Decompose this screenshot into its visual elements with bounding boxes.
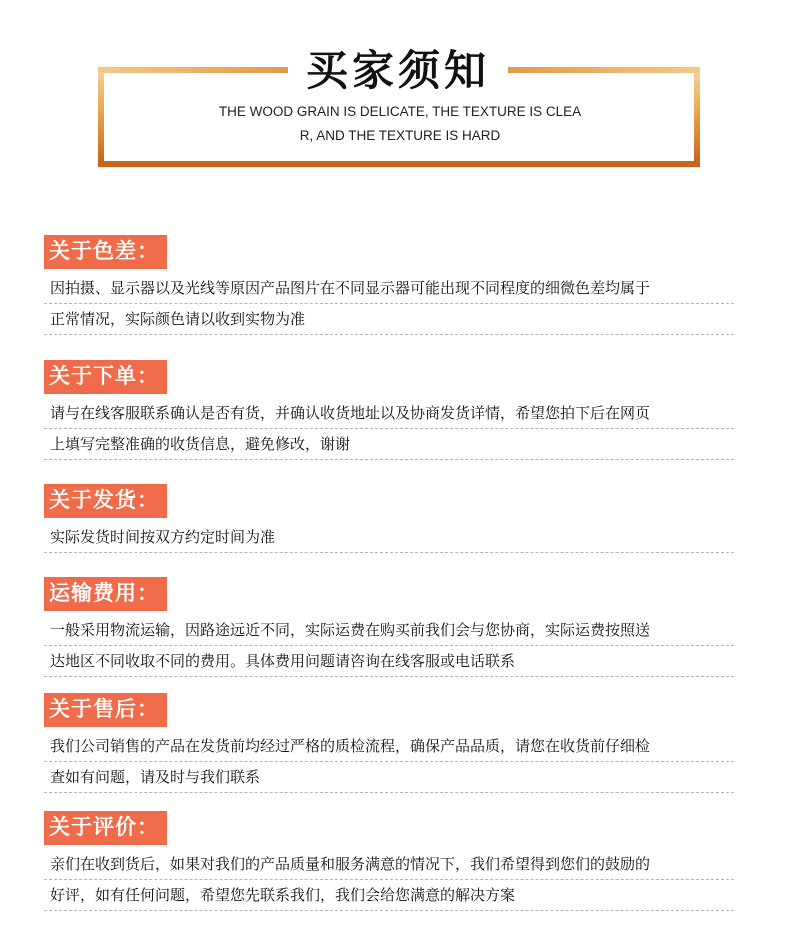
section-heading: 关于售后： (44, 693, 167, 727)
section-line: 亲们在收到货后，如果对我们的产品质量和服务满意的情况下，我们希望得到您们的鼓励的 (44, 851, 734, 880)
section-heading: 关于下单： (44, 360, 167, 394)
section-body (44, 275, 734, 335)
section-freight (44, 577, 734, 679)
section-shipping (44, 484, 734, 555)
section-heading: 运输费用： (44, 577, 167, 611)
section-body (44, 524, 734, 553)
section-line: 查如有问题，请及时与我们联系 (44, 764, 734, 793)
section-line: 因拍摄、显示器以及光线等原因产品图片在不同显示器可能出现不同程度的细微色差均属于 (44, 275, 734, 304)
section-body (44, 617, 734, 677)
subtitle-line-1: THE WOOD GRAIN IS DELICATE, THE TEXTURE IS CLEA (218, 104, 582, 119)
section-line: 我们公司销售的产品在发货前均经过严格的质检流程，确保产品品质，请您在收货前仔细检 (44, 733, 734, 762)
section-color-difference (44, 235, 734, 337)
section-line: 实际发货时间按双方约定时间为准 (44, 524, 734, 553)
section-heading: 关于发货： (44, 484, 167, 518)
section-reviews (44, 811, 734, 913)
section-body (44, 400, 734, 460)
section-body (44, 851, 734, 911)
section-heading: 关于色差： (44, 235, 167, 269)
section-line: 达地区不同收取不同的费用。具体费用问题请咨询在线客服或电话联系 (44, 648, 734, 677)
section-after-sales (44, 693, 734, 795)
section-line: 一般采用物流运输，因路途远近不同，实际运费在购买前我们会与您协商，实际运费按照送 (44, 617, 734, 646)
section-line: 正常情况，实际颜色请以收到实物为准 (44, 306, 734, 335)
section-body (44, 733, 734, 793)
section-line: 请与在线客服联系确认是否有货，并确认收货地址以及协商发货详情，希望您拍下后在网页 (44, 400, 734, 429)
frame-top-right-bar (508, 67, 700, 73)
section-line: 上填写完整准确的收货信息，避免修改，谢谢 (44, 431, 734, 460)
section-ordering (44, 360, 734, 462)
header (0, 0, 790, 200)
subtitle (150, 100, 650, 148)
page-title: 买家须知 (305, 46, 490, 95)
section-line: 好评，如有任何问题，希望您先联系我们，我们会给您满意的解决方案 (44, 882, 734, 911)
subtitle-line-2: R, AND THE TEXTURE IS HARD (299, 128, 501, 143)
section-heading: 关于评价： (44, 811, 167, 845)
frame-top-left-bar (98, 67, 288, 73)
